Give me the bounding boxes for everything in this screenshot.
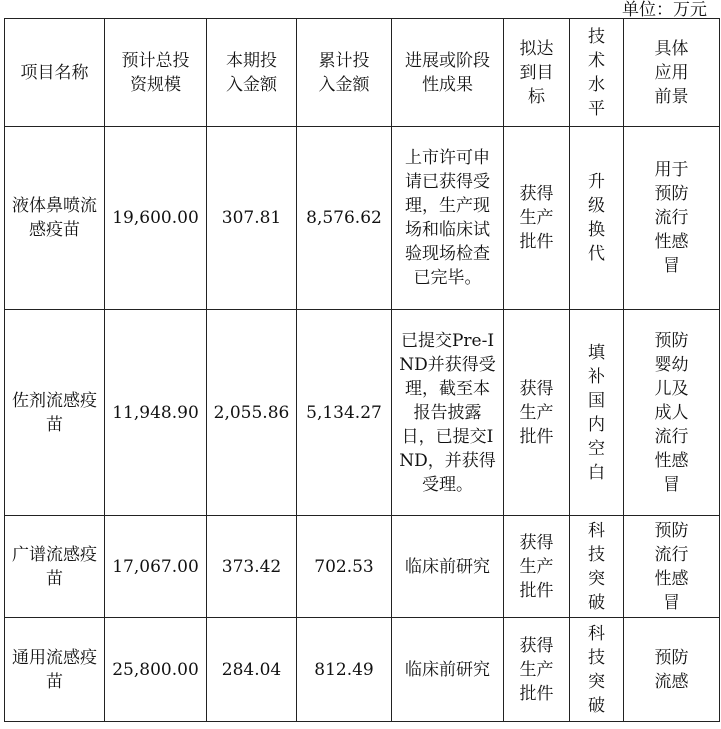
cell-tech: 升级换代: [570, 127, 624, 310]
cell-target: 获得生产批件: [504, 618, 570, 722]
table-row: [5, 618, 720, 722]
header-target: 拟达到目标: [504, 19, 570, 127]
cell-target: 获得生产批件: [504, 516, 570, 618]
cell-name: 佐剂流感疫苗: [5, 310, 105, 516]
cell-application: 用于预防流行性感冒: [624, 127, 720, 310]
cell-progress: 临床前研究: [392, 516, 504, 618]
unit-label: 单位：万元: [622, 0, 707, 20]
header-name: 项目名称: [5, 19, 105, 127]
header-total: 预计总投资规模: [105, 19, 207, 127]
cell-total: 11,948.90: [105, 310, 207, 516]
cell-cumulative: 812.49: [297, 618, 392, 722]
project-table: [4, 18, 720, 722]
cell-cumulative: 5,134.27: [297, 310, 392, 516]
cell-target: 获得生产批件: [504, 310, 570, 516]
cell-progress: 已提交Pre-IND并获得受理，截至本报告披露日，已提交IND，并获得受理。: [392, 310, 504, 516]
cell-progress: 临床前研究: [392, 618, 504, 722]
table-row: [5, 516, 720, 618]
cell-cumulative: 702.53: [297, 516, 392, 618]
table-row: [5, 310, 720, 516]
cell-current: 307.81: [207, 127, 297, 310]
cell-name: 液体鼻喷流感疫苗: [5, 127, 105, 310]
cell-name: 通用流感疫苗: [5, 618, 105, 722]
table-row: [5, 127, 720, 310]
header-cumulative: 累计投入金额: [297, 19, 392, 127]
cell-target: 获得生产批件: [504, 127, 570, 310]
cell-progress: 上市许可申请已获得受理，生产现场和临床试验现场检查已完毕。: [392, 127, 504, 310]
cell-application: 预防流感: [624, 618, 720, 722]
cell-total: 25,800.00: [105, 618, 207, 722]
cell-tech: 填补国内空白: [570, 310, 624, 516]
header-tech: 技术水平: [570, 19, 624, 127]
header-current: 本期投入金额: [207, 19, 297, 127]
cell-total: 19,600.00: [105, 127, 207, 310]
cell-total: 17,067.00: [105, 516, 207, 618]
cell-name: 广谱流感疫苗: [5, 516, 105, 618]
header-application: 具体应用前景: [624, 19, 720, 127]
cell-current: 2,055.86: [207, 310, 297, 516]
cell-application: 预防婴幼儿及成人流行性感冒: [624, 310, 720, 516]
cell-current: 284.04: [207, 618, 297, 722]
cell-current: 373.42: [207, 516, 297, 618]
cell-application: 预防流行性感冒: [624, 516, 720, 618]
cell-tech: 科技突破: [570, 516, 624, 618]
cell-tech: 科技突破: [570, 618, 624, 722]
cell-cumulative: 8,576.62: [297, 127, 392, 310]
header-progress: 进展或阶段性成果: [392, 19, 504, 127]
header-row: [5, 19, 720, 127]
